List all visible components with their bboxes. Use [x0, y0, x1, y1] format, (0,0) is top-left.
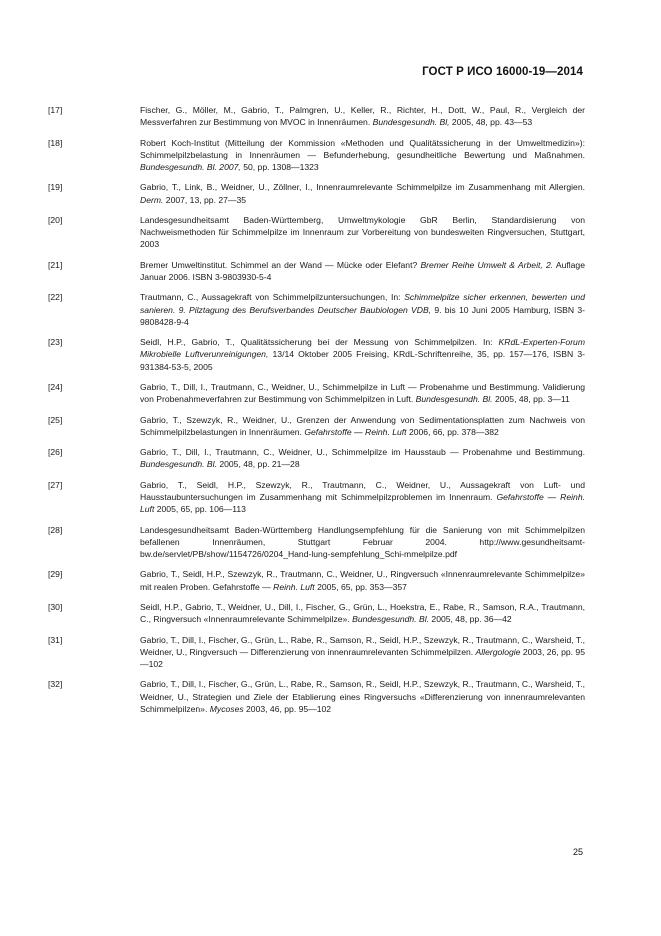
- reference-text-segment: Fischer, G., Möller, M., Gabrio, T., Palmgren, U., Keller, R., Richter, H., Dott, W., Paul, R., Vergleich der Messverfahren zur Bestimmung von MVOC in Innenräumen.: [140, 105, 585, 128]
- reference-source-title: Gefahrstoffe — Reinh. Luft: [304, 426, 407, 437]
- reference-text: [140, 524, 585, 561]
- reference-text-segment: 2005, 48, pp. 21—28: [216, 459, 300, 470]
- reference-number: [31]: [48, 634, 63, 645]
- reference-text-segment: 2005, 65, pp. 106—113: [154, 504, 246, 515]
- bibliography-entry: [48, 181, 585, 205]
- reference-text: [140, 137, 585, 174]
- reference-text-segment: 2007, 13, pp. 27—35: [163, 194, 247, 205]
- reference-text-segment: 2005, 48, pp. 43—53: [449, 117, 533, 128]
- reference-number: [30]: [48, 601, 63, 612]
- reference-text: [140, 181, 585, 205]
- bibliography-entry: [48, 291, 585, 328]
- reference-source-title: Bremer Reihe Umwelt & Arbeit, 2.: [420, 259, 554, 270]
- bibliography-entry: [48, 137, 585, 174]
- bibliography-entry: [48, 414, 585, 438]
- reference-text-segment: Robert Koch-Institut (Mitteilung der Kommission «Methoden und Qualitätssicherung in der Umweltmedizin»): Schimmelpilzbelastung in Innenräumen — Befunderhebung, gesundheitliche Bewertung und Maßnahmen.: [140, 137, 585, 160]
- bibliography-list: [48, 104, 585, 723]
- reference-text: [140, 414, 585, 438]
- reference-source-title: Schimmelpilze sicher erkennen, bewerten und sanieren. 9. Pilztagung des Berufsverbandes Deutscher Baubiologen VDB,: [140, 292, 585, 315]
- reference-number: [32]: [48, 679, 63, 690]
- reference-text-segment: Seidl, H.P., Gabrio, T., Weidner, U., Dill, I., Fischer, G., Grün, L., Hoekstra, E., Rabe, R., Samson, R.A., Trautmann, C., Ringversuch «Innenraumrelevante Schimmelpilze».: [140, 601, 585, 625]
- reference-text: [140, 634, 585, 671]
- reference-number: [20]: [48, 214, 63, 225]
- reference-number: [24]: [48, 381, 63, 392]
- reference-number: [27]: [48, 479, 63, 490]
- reference-text: [140, 446, 585, 470]
- reference-text: [140, 259, 585, 283]
- reference-source-title: Mycoses: [209, 703, 244, 714]
- reference-text-segment: Landesgesundheitsamt Baden-Württemberg, Umweltmykologie GbR Berlin, Standardisierung von Nachweismethoden für Schimmelpilze im Innenraum zur Vorbereitung von bundesweiten Ringversuchen, Stuttgart, 2003: [140, 214, 585, 250]
- reference-text-segment: Landesgesundheitsamt Baden-Württemberg Handlungsempfehlung für die Sanierung von mit Schimmelpilzen befallenen Innenräumen, Stuttgart Februar 2004. http://www.gesundheitsamt-bw.de/servlet/PB/show/1154726/0204_Hand-lung-sempfehlung_Schi-mmelpilze.pdf: [140, 524, 585, 559]
- reference-source-title: Bundesgesundh. Bl. 2007,: [140, 162, 241, 172]
- reference-text-segment: Gabrio, T., Szewzyk, R., Weidner, U., Grenzen der Anwendung von Sedimentationsplatten zum Nachweis von Schimmelpilzbelastungen in Innenräumen.: [140, 414, 585, 437]
- reference-number: [25]: [48, 414, 63, 425]
- reference-text: [140, 678, 585, 715]
- bibliography-entry: [48, 524, 585, 561]
- reference-source-title: Bundesgesundh. Bl,: [372, 117, 450, 128]
- reference-text-segment: 2003, 26, pp. 95—102: [140, 646, 585, 669]
- page-number: 25: [572, 847, 583, 857]
- bibliography-entry: [48, 634, 585, 671]
- reference-text-segment: Gabrio, T., Dill, I., Trautmann, C., Weidner, U., Schimmelpilze im Hausstaub — Probenahme und Bestimmung.: [140, 447, 585, 458]
- reference-text-segment: 13/14 Oktober 2005 Freising, KRdL-Schriftenreihe, 35, pp. 157—176, ISBN 3-931384-53-5, 2005: [140, 349, 585, 372]
- reference-text-segment: 2005, 48, pp. 3—11: [492, 394, 570, 405]
- reference-text-segment: 2005, 65, pp. 353—357: [314, 581, 407, 592]
- reference-source-title: Gefahrstoffe — Reinh. Luft: [140, 491, 585, 515]
- reference-source-title: Bundesgesundh. Bl.: [352, 614, 430, 625]
- reference-text: [140, 336, 585, 373]
- reference-number: [23]: [48, 337, 63, 348]
- reference-text-segment: Trautmann, C., Aussagekraft von Schimmelpilzuntersuchungen, In:: [140, 292, 405, 303]
- reference-number: [28]: [48, 524, 63, 535]
- bibliography-entry: [48, 214, 585, 251]
- bibliography-entry: [48, 446, 585, 470]
- reference-number: [21]: [48, 259, 63, 270]
- reference-text-segment: Gabrio, T., Dill, I., Trautmann, C., Weidner, U., Schimmelpilze in Luft — Probenahme und Bestimmung. Validierung von Probenahmeverfahren zur Bestimmung von Schimmelpilzen in Luft.: [140, 381, 585, 405]
- reference-number: [17]: [48, 105, 63, 115]
- reference-number: [29]: [48, 569, 63, 580]
- reference-text: [140, 601, 585, 625]
- reference-text-segment: 2005, 48, pp. 36—42: [429, 614, 512, 625]
- reference-text: [140, 568, 585, 592]
- reference-text-segment: Gabrio, T., Seidl, H.P., Szewzyk, R., Trautmann, C., Weidner, U., Aussagekraft von Luft- und Hausstaubuntersuchungen im Zusammenhang mit Schimmelpilzproblemen im Innenraum.: [140, 479, 585, 502]
- reference-text-segment: 50, pp. 1308—1323: [240, 162, 319, 172]
- reference-number: [26]: [48, 447, 63, 458]
- reference-text-segment: Gabrio, T., Seidl, H.P., Szewzyk, R., Trautmann, C., Weidner, U., Ringversuch «Innenraumrelevante Schimmelpilze» mit realen Proben. Gefahrstoffe —: [140, 569, 585, 592]
- bibliography-entry: [48, 259, 585, 283]
- reference-text-segment: 2003, 46, pp. 95—102: [243, 703, 332, 714]
- reference-text: [140, 291, 585, 328]
- reference-text-segment: 9. bis 10 Juni 2005 Hamburg, ISBN 3-9808428-9-4: [140, 304, 585, 327]
- reference-text: [140, 214, 585, 251]
- reference-text-segment: Bremer Umweltinstitut. Schimmel an der Wand — Mücke oder Elefant?: [140, 259, 421, 270]
- reference-source-title: Bundesgesundh. Bl.: [140, 459, 217, 470]
- reference-source-title: Bundesgesundh. Bl.: [415, 394, 493, 405]
- bibliography-entry: [48, 568, 585, 592]
- reference-text-segment: 2006, 66, pp. 378—382: [406, 426, 499, 437]
- bibliography-entry: [48, 336, 585, 373]
- reference-source-title: Reinh. Luft: [273, 581, 315, 592]
- bibliography-entry: [48, 381, 585, 405]
- reference-number: [19]: [48, 182, 63, 193]
- reference-source-title: KRdL-Experten-Forum Mikrobielle Luftverunreinigungen,: [140, 337, 585, 360]
- bibliography-entry: [48, 678, 585, 715]
- reference-text: [140, 381, 585, 405]
- reference-text-segment: Auflage Januar 2006. ISBN 3-9803930-5-4: [140, 259, 585, 282]
- reference-text-segment: Gabrio, T., Dill, I., Fischer, G., Grün, L., Rabe, R., Samson, R., Seidl, H.P., Szewzyk, R., Trautmann, C., Warsheid, T., Weidner, U., Ringversuch — Differenzierung von innenraumrelevanten Schimmelpilzen.: [140, 634, 585, 657]
- reference-source-title: Derm.: [140, 194, 164, 205]
- reference-number: [22]: [48, 292, 63, 303]
- bibliography-entry: [48, 479, 585, 516]
- document-standard-code: ГОСТ Р ИСО 16000-19—2014: [422, 66, 583, 78]
- reference-text-segment: Gabrio, T., Dill, I., Fischer, G., Grün, L., Rabe, R., Samson, R., Seidl, H.P., Szewzyk, R., Trautmann, C., Warsheid, T., Weidner, U., Strategien und Ziele der Etablierung eines Ringversuchs «Differenzierung von innenraumrelevanten Schimmelpilzen».: [140, 679, 585, 714]
- bibliography-entry: [48, 601, 585, 625]
- reference-number: [18]: [48, 137, 63, 148]
- bibliography-entry: [48, 104, 585, 128]
- reference-text: [140, 104, 585, 128]
- reference-source-title: Allergologie: [475, 646, 521, 657]
- reference-text: [140, 479, 585, 516]
- reference-text-segment: Seidl, H.P., Gabrio, T., Qualitätssicherung bei der Messung von Schimmelpilzen. In:: [140, 337, 499, 348]
- reference-text-segment: Gabrio, T., Link, B., Weidner, U., Zöllner, I., Innenraumrelevante Schimmelpilze im Zusammenhang mit Allergien.: [140, 182, 585, 193]
